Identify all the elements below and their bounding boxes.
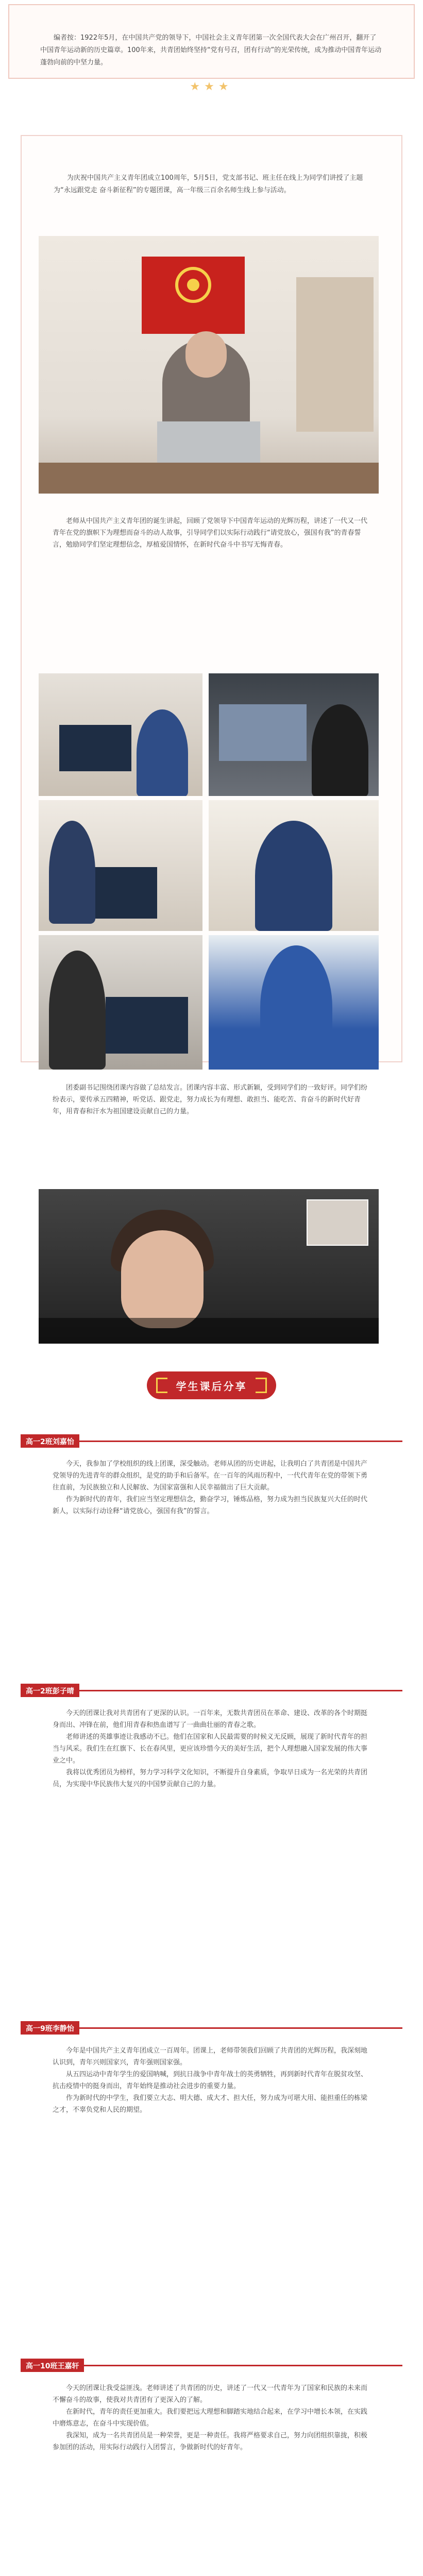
student-figure — [312, 704, 368, 796]
student-photo-5 — [39, 935, 202, 1070]
event-paragraph-2: 老师从中国共产主义青年团的诞生讲起，回顾了党领导下中国青年运动的光辉历程，讲述了一代又一代青年在党的旗帜下为理想而奋斗的动人故事，引导同学们以实际行动践行“请党放心，强国有我”的青春誓言，勉励同学们坚定理想信念，厚植爱国情怀，在新时代奋斗中书写无悔青春。 — [53, 517, 368, 549]
desk — [39, 463, 379, 494]
teacher-head — [185, 331, 227, 378]
essay-paragraph: 今天的团课让我受益匪浅。老师讲述了共青团的历史，讲述了一代又一代青年为了国家和民族的未来而不懈奋斗的故事，使我对共青团有了更深入的了解。 — [53, 2384, 368, 2404]
video-thumbnail — [307, 1199, 368, 1246]
essay-body-4 — [21, 2382, 402, 2453]
essay-paragraph: 作为新时代的青年，我们应当坚定理想信念，勤奋学习，锤炼品格，努力成为担当民族复兴大任的时代新人，以实际行动诠释“请党放心，强国有我”的誓言。 — [53, 1496, 368, 1515]
student-photo-2 — [209, 673, 379, 796]
event-text-block-3 — [21, 1082, 402, 1117]
event-text-block-2 — [21, 515, 402, 551]
essay-author-tag: 高一2班刘嘉怡 — [21, 1434, 79, 1448]
editor-note-box — [8, 4, 415, 79]
bookshelf — [296, 277, 374, 432]
student-figure — [260, 945, 332, 1070]
video-toolbar — [39, 1318, 379, 1344]
student-figure — [49, 821, 95, 924]
presenter-face — [121, 1230, 204, 1328]
essay-author-tag: 高一2班彭子晴 — [21, 1684, 79, 1697]
laptop — [157, 421, 260, 463]
student-photo-1 — [39, 673, 202, 796]
essay-paragraph: 我深知，成为一名共青团员是一种荣誉，更是一种责任。我将严格要求自己，努力向团组织靠拢，积极参加团的活动，用实际行动践行入团誓言，争做新时代的好青年。 — [53, 2432, 368, 2451]
essay-paragraph: 老师讲述的英雄事迹让我感动不已。他们在国家和人民最需要的时候义无反顾，展现了新时代青年的担当与风采。我们生在红旗下、长在春风里，更应该珍惜今天的美好生活，把个人理想融入国家发展的伟大事业之中。 — [53, 1733, 368, 1765]
monitor-screen — [219, 704, 307, 761]
essay-paragraph: 作为新时代的中学生，我们要立大志、明大德、成大才、担大任，努力成为可堪大用、能担重任的栋梁之才，不辜负党和人民的期望。 — [53, 2094, 368, 2114]
student-photo-6 — [209, 935, 379, 1070]
student-photo-4 — [209, 800, 379, 931]
monitor-screen — [59, 725, 131, 771]
student-figure — [137, 709, 188, 796]
event-paragraph-1: 为庆祝中国共产主义青年团成立100周年，5月5日，党支部书记、班主任在线上为同学们讲授了主题为“永远跟党走 奋斗新征程”的专题团课，高一年级三百余名师生线上参与活动。 — [54, 174, 363, 194]
event-paragraph-3: 团委副书记围绕团课内容做了总结发言。团课内容丰富、形式新颖，受到同学们的一致好评。同学们纷纷表示，要传承五四精神，听党话、跟党走，努力成长为有理想、敢担当、能吃苦、肯奋斗的新时代好青年，用青春和汗水为祖国建设贡献自己的力量。 — [53, 1084, 368, 1115]
section-banner — [147, 1371, 276, 1399]
essay-paragraph: 在新时代，青年的责任更加重大。我们要把远大理想和脚踏实地结合起来，在学习中增长本领，在实践中磨炼意志，在奋斗中实现价值。 — [53, 2408, 368, 2428]
student-figure — [49, 951, 106, 1070]
student-figure — [255, 821, 332, 931]
student-photo-3 — [39, 800, 202, 931]
flag-emblem-icon — [175, 267, 211, 303]
essay-paragraph: 今年是中国共产主义青年团成立一百周年。团课上，老师带领我们回顾了共青团的光辉历程，我深刻地认识到，青年兴则国家兴，青年强则国家强。 — [53, 2047, 368, 2066]
editor-note-text: 编者按：1922年5月，在中国共产党的领导下，中国社会主义青年团第一次全国代表大会在广州召开，翻开了中国青年运动新的历史篇章。100年来，共青团始终坚持“党有号召，团有行动”的光荣传统，成为推动中国青年运动蓬勃向前的中坚力量。 — [40, 34, 382, 66]
online-class-video-frame — [39, 1189, 379, 1344]
decorative-stars: ★★★ — [190, 80, 233, 93]
essay-author-tag: 高一10班王嘉轩 — [21, 2359, 84, 2372]
essay-body-1 — [21, 1458, 402, 1517]
laptop-screen — [106, 997, 188, 1054]
essay-paragraph: 我将以优秀团员为榜样，努力学习科学文化知识，不断提升自身素质，争取早日成为一名光荣的共青团员，为实现中华民族伟大复兴的中国梦贡献自己的力量。 — [53, 1769, 368, 1788]
essay-paragraph: 从五四运动中青年学生的爱国呐喊，到抗日战争中青年战士的英勇牺牲，再到新时代青年在脱贫攻坚、抗击疫情中的挺身而出，青年始终是推动社会进步的重要力量。 — [53, 2071, 368, 2090]
banner-title: 学生课后分享 — [176, 1380, 247, 1393]
essay-body-3 — [21, 2045, 402, 2116]
teacher-lecture-photo — [39, 236, 379, 494]
essay-paragraph: 今天的团课让我对共青团有了更深的认识。一百年来，无数共青团员在革命、建设、改革的各个时期挺身而出、冲锋在前，他们用青春和热血谱写了一曲曲壮丽的青春之歌。 — [53, 1709, 368, 1729]
essay-paragraph: 今天，我参加了学校组织的线上团课，深受触动。老师从团的历史讲起，让我明白了共青团是中国共产党领导的先进青年的群众组织，是党的助手和后备军。在一百年的风雨历程中，一代代青年在党的带领下勇往直前，为民族独立和人民解放、为国家富强和人民幸福做出了巨大贡献。 — [53, 1460, 368, 1492]
essay-body-2 — [21, 1707, 402, 1790]
essay-author-tag: 高一9班李静怡 — [21, 2021, 79, 2035]
